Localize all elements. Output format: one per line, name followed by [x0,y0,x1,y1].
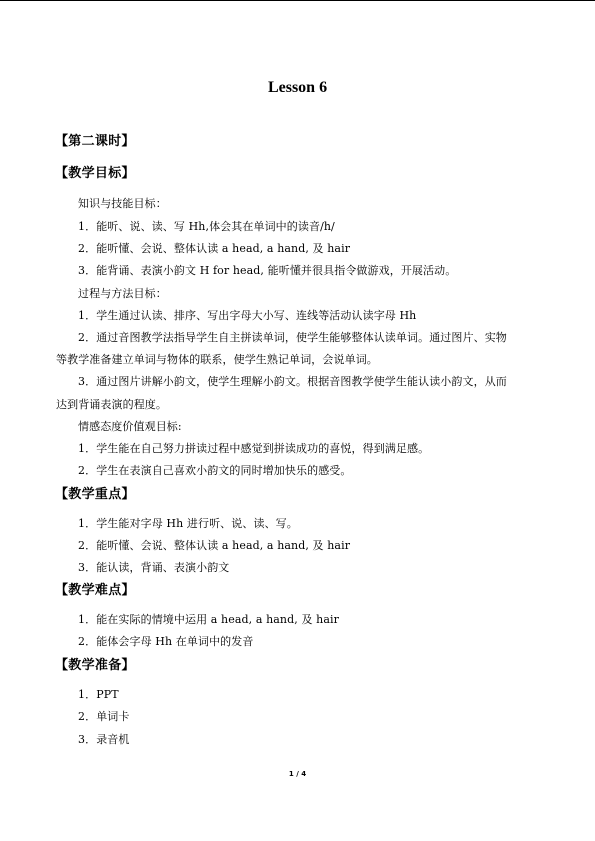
attitude-item: 1．学生能在自己努力拼读过程中感觉到拼读成功的喜悦，得到满足感。 [78,442,430,455]
section-heading-key-points: 【教学重点】 [55,487,135,502]
knowledge-heading: 知识与技能目标： [78,197,167,210]
process-heading: 过程与方法目标： [78,287,167,300]
preparation-item: 3．录音机 [78,733,130,746]
page-number: 1 / 4 [288,770,307,778]
section-heading-period: 【第二课时】 [55,134,135,149]
knowledge-item: 1．能听、说、读、写 Hh,体会其在单词中的读音/h/ [78,220,335,233]
key-point-item: 3．能认读，背诵、表演小韵文 [78,561,230,574]
knowledge-item: 2．能听懂、会说、整体认读 a head, a hand, 及 hair [78,242,351,255]
document-title: Lesson 6 [267,79,328,96]
knowledge-item: 3．能背诵、表演小韵文 H for head, 能听懂并很具指令做游戏，开展活动。 [78,264,457,277]
section-heading-goals: 【教学目标】 [55,166,135,181]
difficulty-item: 1．能在实际的情境中运用 a head, a hand, 及 hair [78,613,339,626]
key-point-item: 2．能听懂、会说、整体认读 a head, a hand, 及 hair [78,539,351,552]
process-item: 1．学生通过认读、排序、写出字母大小写、连线等活动认读字母 Hh [78,309,417,322]
top-rule [0,0,595,1]
process-item-continued: 达到背诵表演的程度。 [56,398,167,411]
process-item: 3．通过图片讲解小韵文，使学生理解小韵文。根据音图教学使学生能认读小韵文，从而 [78,375,507,388]
attitude-heading: 情感态度价值观目标: [78,420,182,433]
process-item: 2．通过音图教学法指导学生自主拼读单词，使学生能够整体认读单词。通过图片、实物 [78,331,507,344]
attitude-item: 2．学生在表演自己喜欢小韵文的同时增加快乐的感受。 [78,464,352,477]
preparation-item: 1．PPT [78,688,119,701]
difficulty-item: 2．能体会字母 Hh 在单词中的发音 [78,635,254,648]
section-heading-difficulties: 【教学难点】 [55,583,135,598]
section-heading-preparation: 【教学准备】 [55,658,135,673]
preparation-item: 2．单词卡 [78,710,130,723]
process-item-continued: 等教学准备建立单词与物体的联系，使学生熟记单词，会说单词。 [56,353,378,366]
key-point-item: 1．学生能对字母 Hh 进行听、说、读、写。 [78,517,298,530]
